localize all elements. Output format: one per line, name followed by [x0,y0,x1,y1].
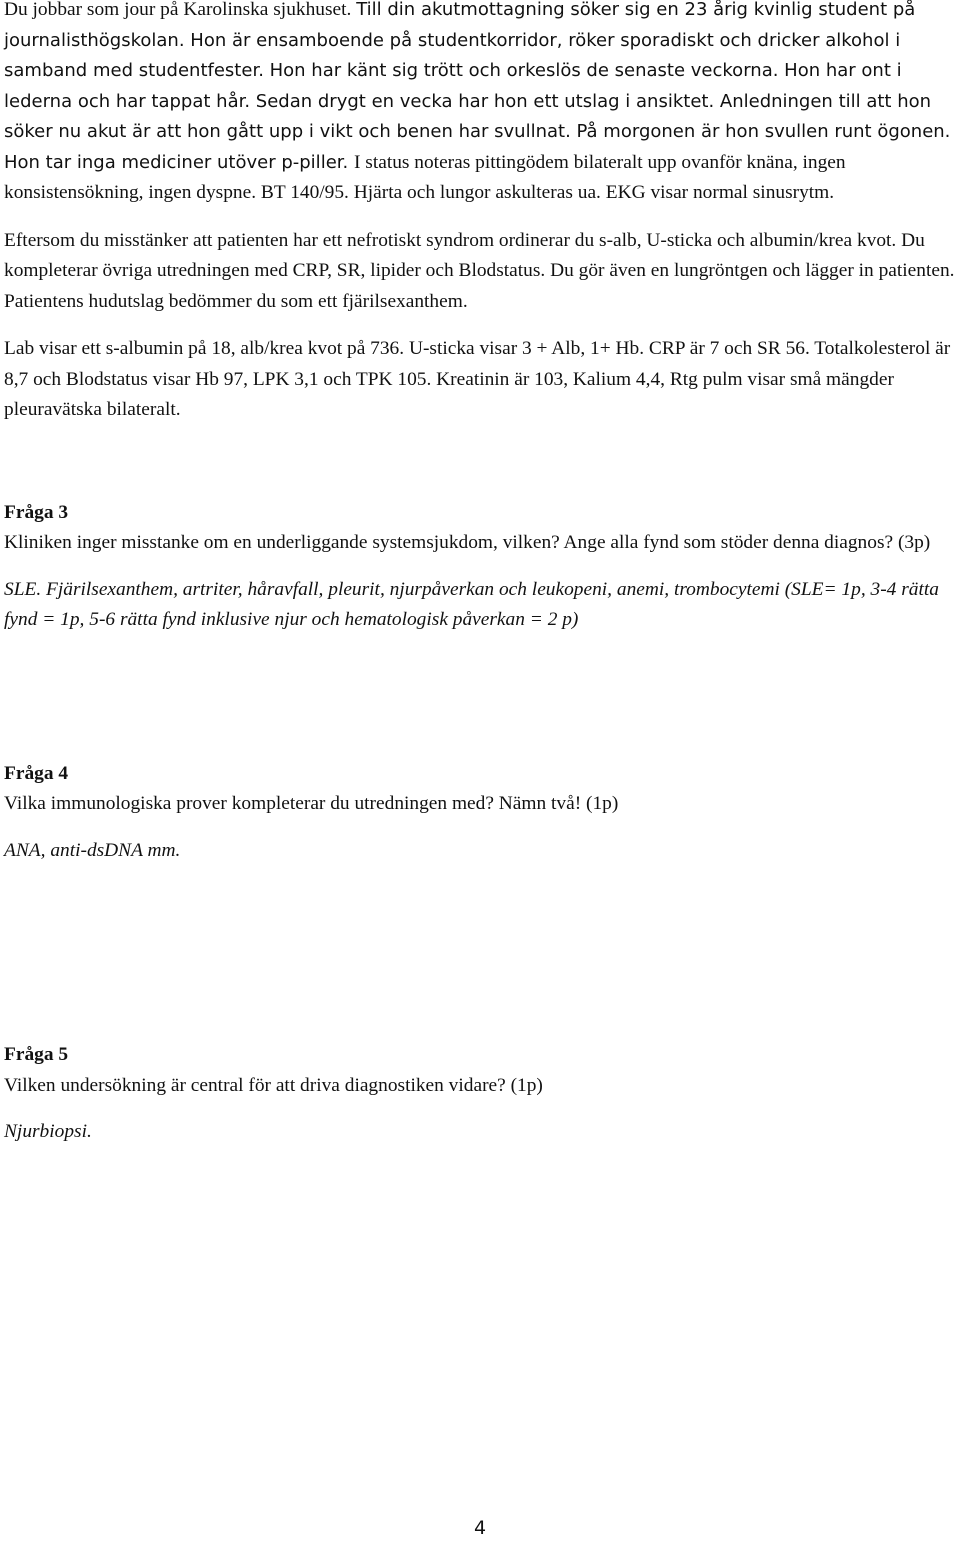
question-3 [4,498,956,636]
question-answer: ANA, anti-dsDNA mm. [4,839,181,861]
question-4 [4,759,956,867]
question-heading: Fråga 4 [4,762,69,784]
question-text: Vilka immunologiska prover kompleterar du utredningen med? Nämn två! (1p) [4,793,619,814]
case-sentence-serif-2: I status noteras pittingödem bilateralt upp ovanför knäna, ingen konsistensökning, ingen dyspne. BT 140/95. Hjärta och lungor askulteras ua. EKG visar normal sinusrytm. [4,151,846,203]
case-sentence-serif-1: Du jobbar som jour på Karolinska sjukhuset. [4,0,357,20]
case-sentence-sans-1: Till din akutmottagning söker sig en 23 årig kvinlig student på journalisthögskolan. Hon är ensamboende på studentkorridor, röker sporadiskt och dricker alkohol i samband med studentfester. Hon har känt sig trött och orkeslös de senaste veckorna. [4,0,916,81]
case-paragraph-2: Eftersom du misstänker att patienten har ett nefrotiskt syndrom ordinerar du s-alb, U-sticka och albumin/krea kvot. Du kompleterar övriga utredningen med CRP, SR, lipider och Blodstatus. Du gör även en lungröntgen och lägger in patienten. Patientens hudutslag bedömmer du som ett fjärilsexanthem. [4,229,955,312]
case-sentence-sans-2: Hon har ont i lederna och har tappat hår. Sedan drygt en vecka har hon ett utslag i ansiktet. Anledningen till att hon söker nu akut är att hon gått upp i vikt och benen har svullnat. På morgonen är hon svullen runt ögonen. Hon tar inga mediciner utöver p-piller. [4,60,951,173]
question-text: Vilken undersökning är central för att driva diagnostiken vidare? (1p) [4,1074,543,1096]
document-page [4,0,956,1148]
page-number: 4 [473,1517,487,1539]
question-answer: Njurbiopsi. [4,1121,92,1142]
case-paragraph-3: Lab visar ett s-albumin på 18, alb/krea kvot på 736. U-sticka visar 3 + Alb, 1+ Hb. CRP är 7 och SR 56. Totalkolesterol är 8,7 och Blodstatus visar Hb 97, LPK 3,1 och TPK 105. Kreatinin är 103, Kalium 4,4, Rtg pulm visar små mängder pleuravätska bilateralt. [4,338,951,420]
question-answer: SLE. Fjärilsexanthem, artriter, håravfall, pleurit, njurpåverkan och leukopeni, anemi, trombocytemi (SLE= 1p, 3-4 rätta fynd = 1p, 5-6 rätta fynd inklusive njur och hematologisk påverkan = 2 p) [4,578,939,630]
case-paragraph-1 [4,0,956,209]
question-text: Kliniken inger misstanke om en underliggande systemsjukdom, vilken? Ange alla fynd som stöder denna diagnos? (3p) [4,532,931,553]
question-heading: Fråga 3 [4,501,69,523]
question-heading: Fråga 5 [4,1044,69,1065]
question-5 [4,1040,956,1148]
